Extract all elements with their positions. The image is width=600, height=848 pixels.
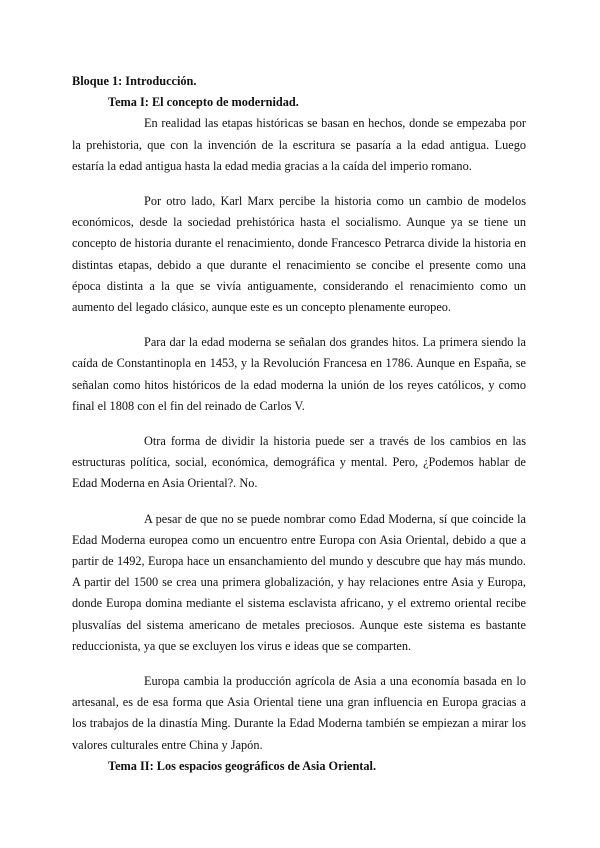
topic-2-title: Tema II: Los espacios geográficos de Asia Oriental. [108, 758, 377, 773]
paragraph-1: En realidad las etapas históricas se basan en hechos, donde se empezaba por la prehistoria, que con la invención de la escritura se pasaría a la edad antigua. Luego estaría la edad antigua hasta la edad media gracias a la caída del imperio romano. [72, 116, 526, 173]
paragraph-5: A pesar de que no se puede nombrar como Edad Moderna, sí que coincide la Edad Moderna europea como un encuentro entre Europa con Asia Oriental, debido a que a partir de 1492, Europa hace un ensanchamiento del mundo y descubre que hay más mundo. A partir del 1500 se crea una primera globalización, y hay relaciones entre Asia y Europa, donde Europa domina mediante el sistema esclavista africano, y el extremo oriental recibe plusvalías del sistema americano de metales preciosos. Aunque este sistema es bastante reduccionista, ya que se excluyen los virus e ideas que se comparten. [72, 511, 526, 653]
paragraph-4: Otra forma de dividir la historia puede ser a través de los cambios en las estructuras política, social, económica, demográfica y mental. Pero, ¿Podemos hablar de Edad Moderna en Asia Oriental?. No. [72, 434, 526, 491]
paragraph-2: Por otro lado, Karl Marx percibe la historia como un cambio de modelos económicos, desde la sociedad prehistórica hasta el socialismo. Aunque ya se tiene un concepto de historia durante el renacimiento, donde Francesco Petrarca divide la historia en distintas etapas, debido a que durante el renacimiento se concibe el presente como una época distinta a la que se vivía antiguamente, considerando el renacimiento como un aumento del legado clásico, aunque este es un concepto plenamente europeo. [72, 194, 526, 315]
document-page [72, 71, 526, 777]
paragraph-3: Para dar la edad moderna se señalan dos grandes hitos. La primera siendo la caída de Constantinopla en 1453, y la Revolución Francesa en 1786. Aunque en España, se señalan como hitos históricos de la edad moderna la unión de los reyes católicos, y como final el 1808 con el fin del reinado de Carlos V. [72, 335, 526, 413]
topic-1-title: Tema I: El concepto de modernidad. [108, 95, 299, 110]
block-title: Bloque 1: Introducción. [72, 74, 197, 88]
paragraph-6: Europa cambia la producción agrícola de Asia a una economía basada en lo artesanal, es de esa forma que Asia Oriental tiene una gran influencia en Europa gracias a los trabajos de la dinastía Ming. Durante la Edad Moderna también se empiezan a mirar los valores culturales entre China y Japón. [72, 674, 526, 752]
